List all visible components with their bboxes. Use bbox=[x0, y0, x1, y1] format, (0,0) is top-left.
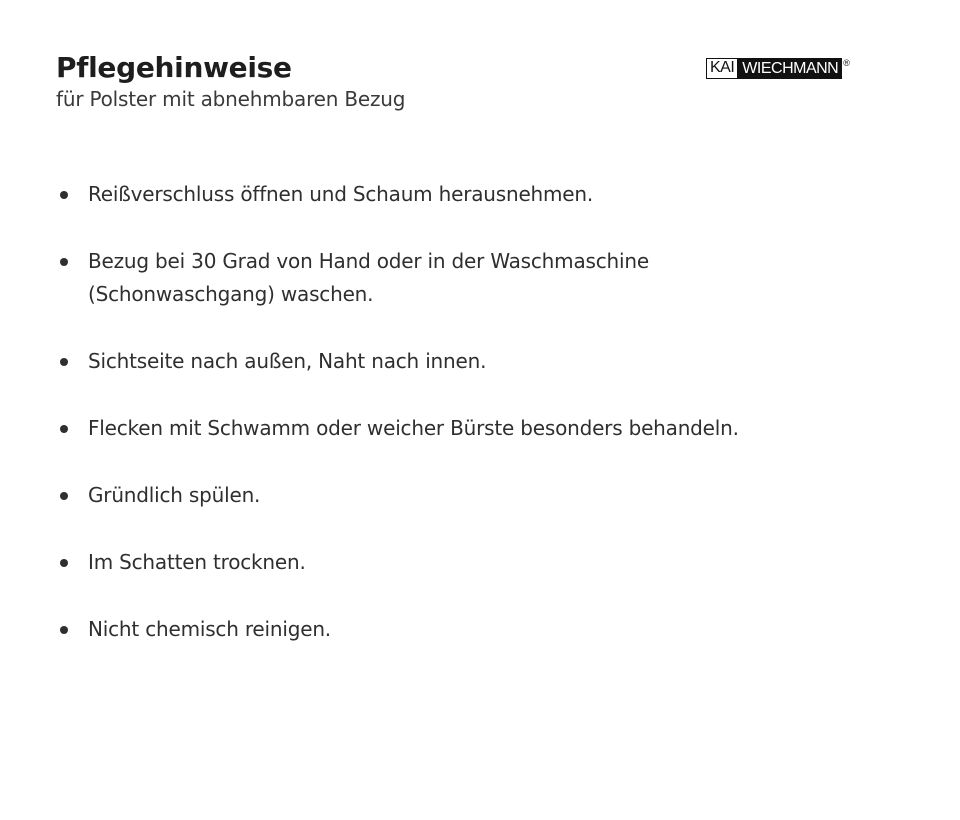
bullet-icon bbox=[60, 425, 68, 433]
instruction-text: Im Schatten trocknen. bbox=[88, 550, 306, 574]
bullet-icon bbox=[60, 191, 68, 199]
bullet-icon bbox=[60, 258, 68, 266]
bullet-icon bbox=[60, 626, 68, 634]
instruction-item bbox=[56, 178, 916, 211]
instruction-text: Gründlich spülen. bbox=[88, 483, 261, 507]
bullet-icon bbox=[60, 358, 68, 366]
instruction-text: Sichtseite nach außen, Naht nach innen. bbox=[88, 349, 487, 373]
page-subtitle: für Polster mit abnehmbaren Bezug bbox=[56, 87, 406, 111]
brand-logo bbox=[706, 58, 849, 79]
instruction-text: Bezug bei 30 Grad von Hand oder in der Waschmaschine (Schonwaschgang) waschen. bbox=[88, 249, 649, 306]
instruction-text: Flecken mit Schwamm oder weicher Bürste besonders behandeln. bbox=[88, 416, 739, 440]
instruction-item bbox=[56, 345, 916, 378]
care-instructions-list bbox=[56, 178, 916, 680]
registered-mark: ® bbox=[843, 58, 850, 68]
instruction-item bbox=[56, 245, 916, 311]
instruction-text: Nicht chemisch reinigen. bbox=[88, 617, 331, 641]
logo-wiechmann-text: WIECHMANN bbox=[738, 58, 842, 79]
instruction-item bbox=[56, 546, 916, 579]
instruction-text: Reißverschluss öffnen und Schaum herausnehmen. bbox=[88, 182, 594, 206]
logo-kai-text: KAI bbox=[706, 58, 738, 79]
bullet-icon bbox=[60, 492, 68, 500]
bullet-icon bbox=[60, 559, 68, 567]
instruction-item bbox=[56, 479, 916, 512]
instruction-item bbox=[56, 613, 916, 646]
page-title: Pflegehinweise bbox=[56, 51, 292, 84]
document-header bbox=[56, 50, 405, 112]
instruction-item bbox=[56, 412, 916, 445]
